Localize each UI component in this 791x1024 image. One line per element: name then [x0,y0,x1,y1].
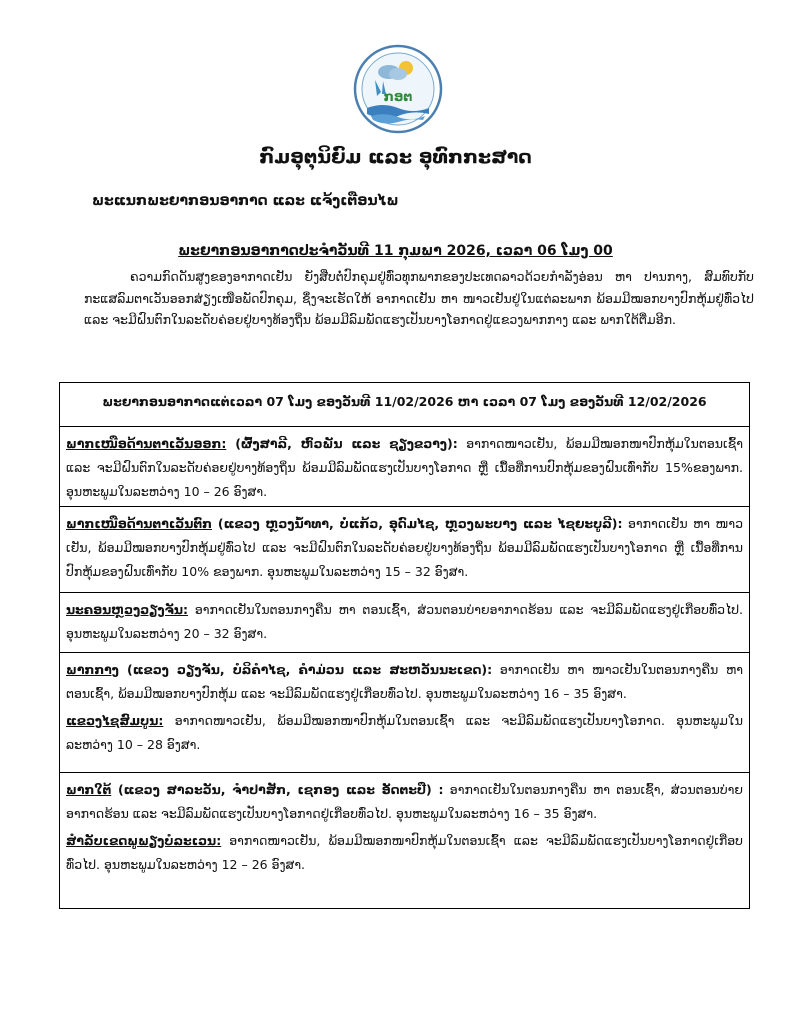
logo-text: ກອຕ [383,90,413,105]
division-title: ພະແນກພະຍາກອນອາກາດ ແລະ ແຈ້ງເຕືອນໄພ [92,193,399,209]
region-label: ພາກເໜືອດ້ານຕາເວັນຕົກ [66,516,213,531]
subregion-text: ອາກາດໜາວເຢັນ, ພ້ອມມີໝອກໜາປົກຫຸ້ມໃນຕອນເຊົ້າ ແລະ ຈະມີລົມພັດແຮງເປັນບາງໂອກາດ. ອຸນຫະພູມໃນລະຫວ່າງ 10 – 28 ອົງສາ. [66,713,743,752]
region-label: ນະຄອນຫຼວງວຽງຈັນ: [66,602,188,617]
forecast-table [59,382,750,909]
region-label: ພາກໃຕ້ [66,782,112,797]
subregion-label: ສຳລັບເຂດພູພຽງບໍລະເວນ: [66,833,222,848]
region-text: ອາກາດເຢັນ ຫາ ໜາວເຢັນໃນຕອນກາງຄືນ ຫາ ຕອນເຊົ້າ, ພ້ອມມີໝອກບາງປົກຫຸ້ມ ແລະ ຈະມີລົມພັດແຮງຢູ່ເກືອບທົ່ວໄປ. ອຸນຫະພູມໃນລະຫວ່າງ 16 – 35 ອົງສາ. [66,662,743,701]
region-text: ອາກາດໜາວເຢັນ, ພ້ອມມີໝອກໜາປົກຫຸ້ມໃນຕອນເຊົ້າ ແລະ ຈະມີຝົນຕົກໃນລະດັບຄ່ອຍຢູ່ບາງທ້ອງຖິ່ນ ພ້ອມມີລົມພັດແຮງເປັນບາງໂອກາດ ຫຼື ເນື້ອທີ່ການປົກຫຸ້ມຂອງຝົນເທົ່າກັບ 15%ຂອງພາກ. ອຸນຫະພູມໃນລະຫວ່າງ 10 – 26 ອົງສາ. [66,436,743,499]
forecast-table-header: ພະຍາກອນອາກາດແຕ່ເວລາ 07 ໂມງ ຂອງວັນທີ 11/02/2026 ຫາ ເວລາ 07 ໂມງ ຂອງວັນທີ 12/02/2026 [60,383,749,427]
region-provinces: (ແຂວງ ວຽງຈັນ, ບໍລິຄຳໄຊ, ຄຳມ່ວນ ແລະ ສະຫວັນນະເຂດ): [118,662,493,677]
subregion-text: ອາກາດໜາວເຢັນ, ພ້ອມມີໝອກໜາປົກຫຸ້ມໃນຕອນເຊົ້າ ແລະ ຈະມີລົມພັດແຮງເປັນບາງໂອກາດຢູ່ເກືອບທົ່ວໄປ. ອຸນຫະພູມໃນລະຫວ່າງ 12 – 26 ອົງສາ. [66,833,743,872]
department-title: ກົມອຸຕຸນິຍົມ ແລະ ອຸທົກກະສາດ [259,146,532,168]
region-label: ພາກກາງ [66,662,119,677]
region-text: ອາກາດເຢັນໃນຕອນກາງຄືນ ຫາ ຕອນເຊົ້າ, ສ່ວນຕອນບ່າຍອາກາດຮ້ອນ ແລະ ຈະມີລົມພັດແຮງຢູ່ເກືອບທົ່ວໄປ. ອຸນຫະພູມໃນລະຫວ່າງ 20 – 32 ອົງສາ. [66,602,743,641]
region-central [60,653,749,773]
intro-paragraph: ຄວາມກົດດັນສູງຂອງອາກາດເຢັນ ຍັງສືບຕໍ່ປົກຄຸມຢູ່ທົ່ວທຸກພາກຂອງປະເທດລາວດ້ວຍກຳລັງອ່ອນ ຫາ ປານກາງ, ສົມທົບກັບກະແສລົມຕາເວັນອອກສ່ຽງເໜືອພັດປົກຄຸມ, ຊຶ່ງຈະເຮັດໃຫ້ ອາກາດເຢັນ ຫາ ໜາວເຢັນຢູ່ໃນແຕ່ລະພາກ ພ້ອມມີໝອກບາງປົກຫຸ້ມຢູ່ທົ່ວໄປ ແລະ ຈະມີຝົນຕົກໃນລະດັບຄ່ອຍຢູ່ບາງທ້ອງຖິ່ນ ພ້ອມມີລົມພັດແຮງເປັນບາງໂອກາດຢູ່ແຂວງພາກກາງ ແລະ ພາກໃຕ້ຕື່ມອີກ. [84,269,754,327]
region-text: ອາກາດເຢັນໃນຕອນກາງຄືນ ຫາ ຕອນເຊົ້າ, ສ່ວນຕອນບ່າຍອາກາດຮ້ອນ ແລະ ຈະມີລົມພັດແຮງເປັນບາງໂອກາດຢູ່ເກືອບທົ່ວໄປ. ອຸນຫະພູມໃນລະຫວ່າງ 16 – 35 ອົງສາ. [66,782,743,821]
region-northeast [60,427,749,507]
region-northwest [60,507,749,593]
subregion-label: ແຂວງໄຊສົມບູນ: [66,713,164,728]
region-vientiane-capital [60,593,749,653]
region-provinces: (ຜົ້ງສາລີ, ຫົວພັນ ແລະ ຊຽງຂວາງ): [226,436,458,451]
region-label: ພາກເໜືອດ້ານຕາເວັນອອກ: [66,436,227,451]
region-provinces: (ແຂວງ ຫຼວງນ້ຳທາ, ບໍ່ແກ້ວ, ອຸດົມໄຊ, ຫຼວງພະບາງ ແລະ ໄຊຍະບູລີ): [212,516,623,531]
region-south [60,773,749,906]
forecast-title: ພະຍາກອນອາກາດປະຈຳວັນທີ 11 ກຸມພາ 2026, ເວລາ 06 ໂມງ 00 [178,243,613,259]
region-text: ອາກາດເຢັນ ຫາ ໜາວເຢັນ, ພ້ອມມີໝອກບາງປົກຫຸ້ມຢູ່ທົ່ວໄປ ແລະ ຈະມີຝົນຕົກໃນລະດັບຄ່ອຍຢູ່ບາງທ້ອງຖິ່ນ ພ້ອມມີລົມພັດແຮງເປັນບາງໂອກາດ ຫຼື ເນື້ອທີ່ການປົກຫຸ້ມຂອງຝົນເທົ່າກັບ 10% ຂອງພາກ. ອຸນຫະພູມໃນລະຫວ່າງ 15 – 32 ອົງສາ. [66,516,743,579]
department-logo [353,44,443,134]
region-provinces: (ແຂວງ ສາລະວັນ, ຈຳປາສັກ, ເຊກອງ ແລະ ອັດຕະປື) : [111,782,444,797]
